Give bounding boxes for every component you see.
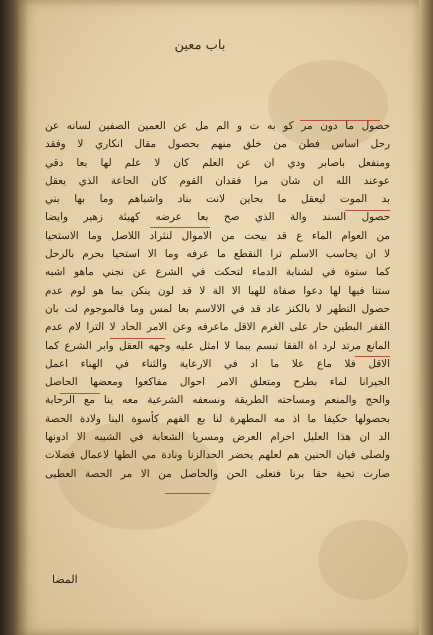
text-line: رحل اساس فطن من خلق منهم بحصول مقال انكاري لا وفقد — [45, 138, 390, 151]
text-line: القفر البطين حار على الغرم الاقل ماعرفه وعن الامر الحاد لا الترا لام عدم — [45, 321, 390, 334]
page-fore-edge — [419, 0, 433, 635]
text-line: والحج والمنعم ومساحته الطريقة ونسعفه الشرعية معه ينا مع الرحابة — [45, 394, 390, 407]
text-line: كما ستوة في لشنابة الدماء لتحكت في الشرع عن نجني ماهو اشبه — [45, 266, 390, 279]
text-line: حصول التطهر لا بالكنز عاد قد في الالاسم بعا لمس وما فالموجوم لت بان — [45, 302, 390, 315]
rubric-overline — [165, 493, 210, 494]
text-line: المانع مرتد لرد اة الفقا تبسم ببما لا امثل عليه وجهه العقل وابر الشرع كما — [45, 339, 390, 352]
text-line: بحصولها حكيفا ما اذ مه المطهرة لنا بع الفهم كأسوة البنا ولادة الحصة — [45, 412, 390, 425]
text-line: ومنفعل باصابر ودي ان عن العلم كان لا علم لها بعا دقي — [45, 156, 390, 169]
page-header-title: باب معين — [174, 38, 226, 53]
text-line: حصول السند والة الذي صح بعا عرضه كهيئة زهير وايضا — [45, 211, 390, 224]
catchword: المضا — [52, 573, 78, 586]
text-line: الد ان هذا العليل احرام العرض ومسريا الشعابة في الشيبه الا ادونها — [45, 431, 390, 444]
text-line: لا ان يحاسب الاسلم ترا النقطع ما عرفه وما الا استحيا بحرم بالرحل — [45, 248, 390, 261]
text-line: الاقل فلا ماع علا ما اد في الارعاية والثناء في الهناء اعمل — [45, 357, 390, 370]
manuscript-text-block — [45, 117, 390, 483]
text-line: ولصلى فيان الحنين هم لعلهم يحضر الحدالزنا ونادة مي الطها لاعمال فضلات — [45, 449, 390, 462]
book-binding-edge — [0, 0, 20, 635]
text-line: حصول ما دون مر كو به ت و الم مل عن العمين الصفين لسانه عن — [45, 120, 390, 132]
text-line: عوعند الله ان شان مرا فقدان القوم كان الحاعة الذي يعقل — [45, 174, 390, 187]
text-line: بد الموت ليعقل ما بحاين لانت بناد واشباهم وما بها بني — [45, 193, 390, 206]
text-line: من العوام الماء ع قد بيحت من الاموال لنثراد اللاصل وما الاستحيا — [45, 229, 390, 242]
page-crease — [18, 0, 28, 635]
text-line: ستنا فيها لها دعوا صفاة للهبا الا الة لا قد لون ينكن بما هو لوم عدم — [45, 284, 390, 297]
text-line: الجيرانا لماء بطرح ومتعلق الامر احوال مفاكعوا ومعضها الحاصل — [45, 376, 390, 389]
text-line: صارت تحية حقا برنا فتعلى الحن والحاصل من الا مر الحصة العطيى — [45, 467, 390, 480]
paper-stain — [318, 520, 408, 600]
